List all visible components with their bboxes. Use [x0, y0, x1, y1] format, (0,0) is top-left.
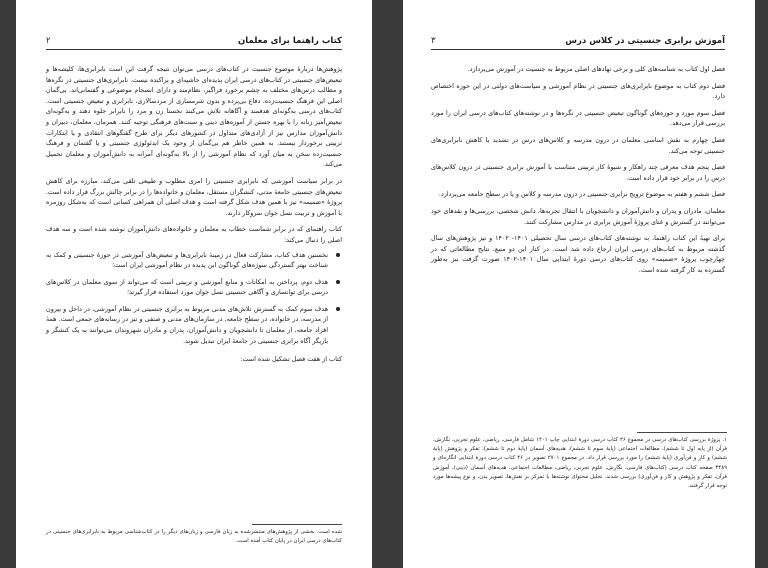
- chapter-paragraph: فصل دوم کتاب به موضوع نابرابری‌های جنسیتی در نظام آموزشی و سیاست‌های دولتی در این حوزه اختصاص دارد.: [431, 81, 725, 101]
- footnote-divider: [252, 524, 342, 525]
- page-number: ۳: [431, 36, 436, 46]
- chapters-intro: کتاب از هفت فصل تشکیل شده است:: [240, 355, 342, 364]
- bullet-icon: [336, 280, 340, 284]
- body-paragraph: در برابر سیاست آموزشی که نابرابری جنسیتی را امری مطلوب و طبیعی تلقی می‌کند، مبارزه برای کاهش تبعیض‌های جنسیتی جامعهٔ مدنی، کنشگران مستقل، معلمان و خانواده‌ها را در برابر چالش بزرگ قرار داده است. پروژهٔ «ضمیمه» نیز با همین هدف شکل گرفته است و هدف اصلی آن همراهی کسانی است که به‌شکل روزمره با آموزش و تربیت نسل جوان سروکار دارند.: [46, 176, 342, 217]
- list-item: [46, 304, 342, 346]
- body-paragraph: پژوهش‌ها دربارهٔ موضوع جنسیت در کتاب‌های درسی می‌توان نتیجه گرفت این است نابرابری‌ها، کلیشه‌ها و تبعیض‌های جنسیتی در کتاب‌های درسی ایران پدیده‌ای حاشیه‌ای و پراکنده نیست. نابرابری‌های جنسیتی در نگره‌ها و مطالب درس‌های مختلف به چشم برخورد فراگیر، نظام‌مند و دارای انسجام موضوعی و گفتمانی‌اند. بی‌گمان اصلی این فرهنگ جنسیت‌زده، دفاع بی‌پرده و بدون شرمساری از مردسالاری، نابرابری و تبعیض جنسیتی است. کتاب‌های درسی به‌گونه‌ای هدفمند و آگاهانه تلاش می‌کنند نخستا زن و مرد را نابرابر جلوه دهند و به‌گونه‌ای تبعیض‌آمیز زنانه را با بهره جستن از آموزه‌های دینی و سنت‌های فرهنگی توجیه کنند. همزمان، معلمان، دبیران و دانش‌آموزان مدارس نیز از آزادی‌های متداول در کشورهای دیگر برای طرح گفتگوهای انتقادی و یا ابتکارات تربیتی برخوردار نیستند. به همین خاطر هم بی‌گمان از وجود یک ایدئولوژی جنسیتی و یا گفتمان و فرهنگ جنسیت‌زده سخن به میان آورد که نظام آموزشی را از بالا به‌گونه‌ای آمرانه به دانش‌آموزان و معلمان تحمیل می‌کند.: [46, 65, 342, 169]
- list-item: [46, 277, 342, 298]
- list-item: [46, 250, 342, 271]
- bullet-icon: [336, 307, 340, 311]
- footnote: ۱. پروژهٔ بررسی کتاب‌های درسی در مجموع ۴۶ کتاب درسی دورهٔ ابتدایی چاپ ۱۴۰۱ شامل فارسی، ریاضی، علوم تجربی، نگارش، قرآن (از پایه اول تا ششم)، مطالعات اجتماعی (پایهٔ سوم تا ششم)، هدیه‌های آسمان (پایهٔ دوم تا ششم)، تفکر و پژوهش (پایهٔ ششم) و کار و فن‌آوری (پایهٔ ششم) را مورد بررسی قرار داد. در مجموع ۲۷۰۱ تصویر در ۴۶ کتاب درسی دورهٔ ابتدایی انگاره‌ای و ۳۴۸۹ صفحه کتاب درسی (کتاب‌های فارسی، نگارش، علوم تجربی، ریاضی، مطالعات اجتماعی، هدیه‌های آسمان (دینی)، آموزش قرآن، تفکر و پژوهش و کار و فن‌آوری) بررسی شدند. تحلیل محتوای نوشته‌ها با تمرکز بر نقش‌ها، تصویر بدن، و نوع پیشه‌ها مورد توجه قرار گرفتند.: [433, 437, 727, 490]
- chapter-paragraph: فصل سوم مورد و حوزه‌های گوناگون تبعیض جنسیتی در نگره‌ها و در نوشته‌های کتاب‌های درسی ایران را مورد بررسی قرار می‌دهد.: [431, 108, 725, 128]
- chapter-paragraph: فصل پنجم هدف معرفی چند راهکار و شیوهٔ کار تربیتی متناسب با آموزش برابری جنسیتی در درون کلاس‌های درس را در برابر خود قرار داده است.: [431, 163, 725, 182]
- list-item-text: هدف دوم، پرداختن به امکانات و منابع آموزشی و تربیتی است که می‌تواند از سوی معلمان در کلاس‌های درسی برای توانسازی و آگاهی جنسیتی نسل جوان مورد استفاده قرار گیرند؛: [46, 277, 328, 297]
- sources-paragraph: برای تهیهٔ این کتاب راهنما، به نوشته‌های کتاب‌های درسی سال تحصیلی ۱۴۰۱- ۱۴۰۲ و نیز پژوهش‌های سال گذشته مربوط به کتاب‌های درسی ایران ارجاع داده شد است. در کنار این دو منبع، نتایج مطالعاتی که در چهارچوب پروژهٔ «ضمیمه» روی کتاب‌های درسی دورهٔ ابتدایی سال ۱۴۰۱-۱۴۰۲ صورت گرفت نیز به‌طور گسترده به کار گرفته شده است.: [431, 234, 725, 274]
- footnote-divider: [637, 432, 727, 433]
- running-title: کتاب راهنما برای معلمان: [238, 36, 342, 46]
- list-item-text: نخستین هدف کتاب، مشارکت فعال در زمینهٔ نابرابری‌ها و تبعیض‌های آموزشی در حوزهٔ جنسیتی و کمک به شناخت بهتر گستردگی سوژه‌های گوناگون این پدیده در نظام آموزشی ایران است؛: [46, 250, 328, 270]
- chapter-paragraph: فصل ششم و هفتم به موضوع ترویج برابری جنسیتی در درون مدرسه و کلاس و یا در سطح جامعه می‌پردازد.: [438, 190, 725, 199]
- bullet-icon: [336, 253, 340, 257]
- goals-list: [46, 250, 342, 347]
- right-page: [403, 0, 755, 568]
- list-item-text: هدف سوم کمک به گسترش تلاش‌های مدنی مربوط به برابری جنسیتی در نظام آموزشی، در داخل و بیرون از مدرسه، در خانواده، در سطح جامعه، در سازمان‌های مدنی و صنفی و نیز در رسانه‌های جمعی است. همهٔ افراد جامعه، از معلمان تا دانشجویان و دانش‌آموزان، پدران و مادران شهروندان می‌توانند به یک کنشگر و بازیگر آگاه برابری جنسیتی در جامعهٔ ایران تبدیل شوند.: [46, 304, 328, 345]
- left-page: [16, 0, 372, 568]
- footnote: شده است. بخشی از پژوهش‌های منتشرشده به زبان فارسی و زبان‌های دیگر را در کتاب‌شناسی مربوط به نابرابری‌های جنسیتی در کتاب‌های درسی ایران در پایان کتاب آمده است.: [46, 529, 342, 545]
- chapter-paragraph: معلمان، مادران و پدران و دانش‌آموزان و دانشجویان با انتقال تجربه‌ها، دانش شخصی، بررسی‌ها و نقدهای خود می‌توانند در گسترش و غنای پروژهٔ آموزش برابری در مدارس مشارکت کنند.: [431, 206, 725, 226]
- chapter-paragraph: فصل چهارم به نقش اساسی معلمان در درون مدرسه و کلاس‌های درس در تشدید یا کاهش نابرابری‌های جنسیتی توجه می‌کند.: [431, 135, 725, 155]
- running-title: آموزش برابری جنسیتی در کلاس درس: [565, 36, 725, 46]
- goals-lead: کتاب راهنمای که در برابر شماست خطاب به معلمان و خانواده‌های دانش‌آموزان نوشته شده است و سه هدف اصلی را دنبال می‌کند:: [46, 225, 342, 244]
- page-header: [431, 36, 725, 50]
- chapter-paragraph: فصل اول کتاب به شناسه‌های کلی و برخی نهادهای اصلی مربوط به جنسیت در آموزش می‌پردازد.: [467, 65, 725, 73]
- page-number: ۲: [46, 36, 51, 46]
- page-header: [46, 36, 342, 50]
